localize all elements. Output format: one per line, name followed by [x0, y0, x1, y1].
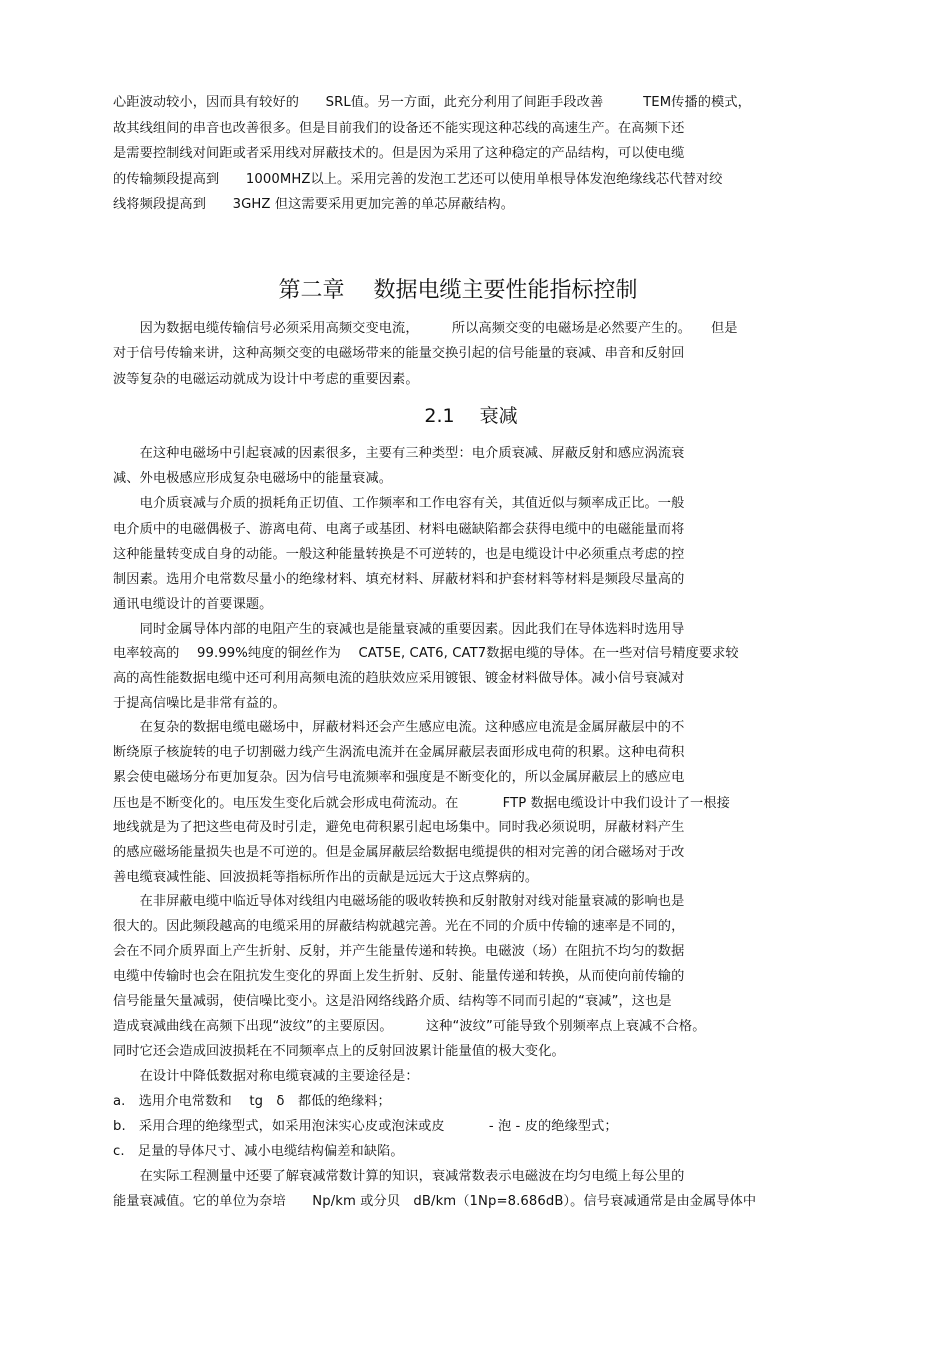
section-line: 制因素。选用介电常数尽量小的绝缘材料、填充材料、屏蔽材料和护套材料等材料是频段尽量高的: [113, 572, 685, 587]
section-line: 通讯电缆设计的首要课题。: [113, 597, 273, 612]
section-line: 会在不同介质界面上产生折射、反射，并产生能量传递和转换。电磁波（场）在阻抗不均匀的数据: [113, 944, 685, 959]
section-line: 电介质衰减与介质的损耗角正切值、工作频率和工作电容有关，其值近似与频率成正比。一般: [113, 496, 685, 511]
section-title: 2.1 衰减: [424, 405, 518, 427]
chapter-line: 因为数据电缆传输信号必须采用高频交变电流， 所以高频交变的电磁场是必然要产生的。 但是: [113, 321, 738, 336]
section-line: 同时它还会造成回波损耗在不同频率点上的反射回波累计能量值的极大变化。: [113, 1044, 565, 1059]
section-line: 压也是不断变化的。电压发生变化后就会形成电荷流动。在 FTP 数据电缆设计中我们设计了一根接: [113, 796, 730, 811]
section-line: 信号能量矢量减弱，使信噪比变小。这是沿网络线路介质、结构等不同而引起的“衰减”，这也是: [113, 994, 672, 1009]
section-line: 减、外电极感应形成复杂电磁场中的能量衰减。: [113, 471, 393, 486]
chapter-line: 对于信号传输来讲，这种高频交变的电磁场带来的能量交换引起的信号能量的衰减、串音和反射回: [113, 346, 685, 361]
intro-line: 是需要控制线对间距或者采用线对屏蔽技术的。但是因为采用了这种稳定的产品结构，可以使电缆: [113, 146, 685, 161]
list-item-a: a. 选用介电常数和 tg δ 都低的绝缘料；: [113, 1094, 391, 1109]
intro-line: 的传输频段提高到 1000MHZ以上。采用完善的发泡工艺还可以使用单根导体发泡绝缘线芯代替对绞: [113, 172, 723, 187]
section-line: 很大的。因此频段越高的电缆采用的屏蔽结构就越完善。光在不同的介质中传输的速率是不同的，: [113, 919, 685, 934]
chapter-line: 波等复杂的电磁运动就成为设计中考虑的重要因素。: [113, 372, 419, 387]
section-line: 电缆中传输时也会在阻抗发生变化的界面上发生折射、反射、能量传递和转换，从而使向前传输的: [113, 969, 685, 984]
section-line: 能量衰减值。它的单位为奈培 Np/km 或分贝 dB/km（1Np=8.686dB）。信号衰减通常是由金属导体中: [113, 1194, 757, 1209]
section-line: 电介质中的电磁偶极子、游离电荷、电离子或基团、材料电磁缺陷都会获得电缆中的电磁能量而将: [113, 522, 685, 537]
section-line: 断绕原子核旋转的电子切割磁力线产生涡流电流并在金属屏蔽层表面形成电荷的积累。这种电荷积: [113, 745, 685, 760]
section-line: 造成衰减曲线在高频下出现“波纹”的主要原因。 这种“波纹”可能导致个别频率点上衰减不合格。: [113, 1019, 706, 1034]
section-line: 电率较高的 99.99%纯度的铜丝作为 CAT5E, CAT6, CAT7数据电缆的导体。在一些对信号精度要求较: [113, 646, 739, 661]
section-line: 同时金属导体内部的电阻产生的衰减也是能量衰减的重要因素。因此我们在导体选料时选用导: [113, 622, 685, 637]
section-line: 在设计中降低数据对称电缆衰减的主要途径是：: [113, 1069, 419, 1084]
section-line: 这种能量转变成自身的动能。一般这种能量转换是不可逆转的，也是电缆设计中必须重点考虑的控: [113, 547, 685, 562]
list-item-c: c. 足量的导体尺寸、减小电缆结构偏差和缺陷。: [113, 1144, 404, 1159]
section-line: 于提高信噪比是非常有益的。: [113, 696, 286, 711]
intro-line: 线将频段提高到 3GHZ 但这需要采用更加完善的单芯屏蔽结构。: [113, 197, 515, 212]
section-line: 累会使电磁场分布更加复杂。因为信号电流频率和强度是不断变化的，所以金属屏蔽层上的感应电: [113, 770, 685, 785]
section-line: 在复杂的数据电缆电磁场中，屏蔽材料还会产生感应电流。这种感应电流是金属屏蔽层中的不: [113, 720, 685, 735]
section-line: 在这种电磁场中引起衰减的因素很多，主要有三种类型：电介质衰减、屏蔽反射和感应涡流衰: [113, 446, 685, 461]
intro-line: 心距波动较小，因而具有较好的 SRL值。另一方面，此充分利用了间距手段改善 TEM传播的模式，: [113, 95, 751, 110]
section-line: 的感应磁场能量损失也是不可逆的。但是金属屏蔽层给数据电缆提供的相对完善的闭合磁场对于改: [113, 845, 685, 860]
section-line: 高的高性能数据电缆中还可利用高频电流的趋肤效应采用镀银、镀金材料做导体。减小信号衰减对: [113, 671, 685, 686]
section-line: 善电缆衰减性能、回波损耗等指标所作出的贡献是远远大于这点弊病的。: [113, 870, 539, 885]
list-item-b: b. 采用合理的绝缘型式，如采用泡沫实心皮或泡沫或皮 - 泡 - 皮的绝缘型式；: [113, 1119, 618, 1134]
section-line: 地线就是为了把这些电荷及时引走，避免电荷积累引起电场集中。同时我必须说明，屏蔽材料产生: [113, 820, 685, 835]
section-line: 在实际工程测量中还要了解衰减常数计算的知识，衰减常数表示电磁波在均匀电缆上每公里的: [113, 1169, 685, 1184]
chapter-title: 第二章 数据电缆主要性能指标控制: [278, 278, 638, 303]
section-line: 在非屏蔽电缆中临近导体对线组内电磁场能的吸收转换和反射散射对线对能量衰减的影响也是: [113, 894, 685, 909]
intro-line: 故其线组间的串音也改善很多。但是目前我们的设备还不能实现这种芯线的高速生产。在高频下还: [113, 121, 685, 136]
